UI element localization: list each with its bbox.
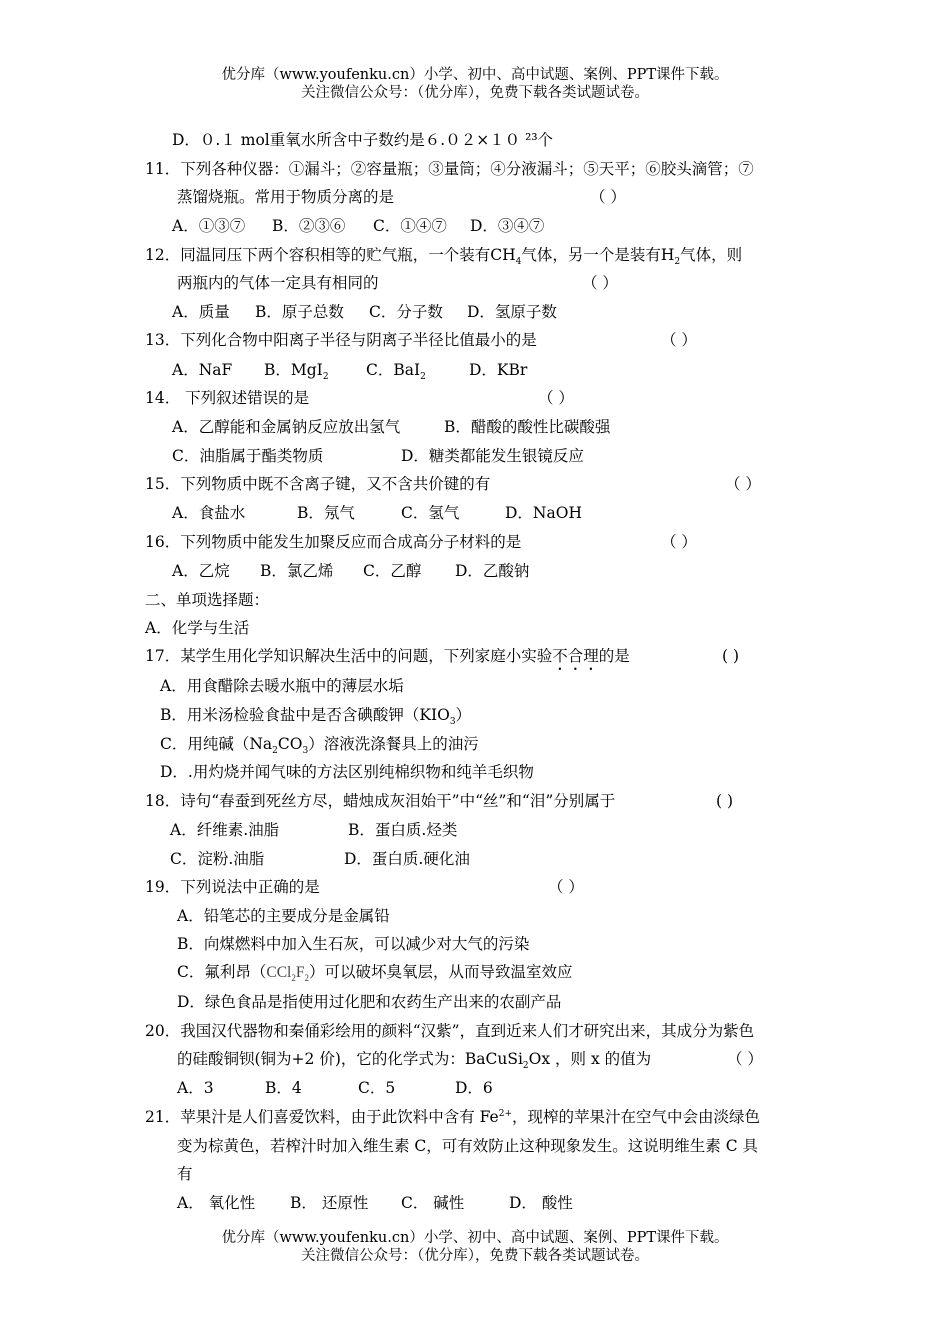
page-header <box>0 66 950 102</box>
q18-option-a: A．纤维素.油脂 <box>170 821 280 839</box>
q16-option-c: C．乙醇 <box>363 562 422 580</box>
q11-line-1: 11．下列各种仪器：①漏斗；②容量瓶；③量筒；④分液漏斗；⑤天平；⑥胶头滴管；⑦ <box>145 160 754 178</box>
q12-line-1 <box>145 245 743 268</box>
q13-option-a: A．NaF <box>172 361 233 379</box>
q20-line-2-b: Ox ，则 x 的值为 <box>528 1050 652 1068</box>
q13-answer-blank: （ ） <box>661 331 697 349</box>
q19-formula-ccl: CCl <box>266 964 292 981</box>
q12-answer-blank: （ ） <box>582 274 618 292</box>
q20-line-2-a: 的硅酸铜钡(铜为+2 价)，它的化学式为：BaCuSi <box>177 1050 523 1068</box>
q17-option-c-a: C．用纯碱（Na <box>160 735 273 753</box>
q14-answer-blank: （ ） <box>538 389 574 407</box>
q14-option-d: D．糖类都能发生银镜反应 <box>401 447 584 465</box>
q12-option-c: C．分子数 <box>369 303 443 321</box>
q19-option-c <box>177 962 573 983</box>
q15-option-a: A．食盐水 <box>172 504 246 522</box>
q14-option-b: B．醋酸的酸性比碳酸强 <box>444 418 611 436</box>
q20-option-a: A．3 <box>177 1079 214 1097</box>
q18-line-1: 18．诗句“春蚕到死丝方尽，蜡烛成灰泪始干”中“丝”和“泪”分别属于 <box>145 792 616 810</box>
q14-option-c: C．油脂属于酯类物质 <box>172 447 324 465</box>
q10-option-d: D．０.１ mol重氧水所含中子数约是６.０２×１０ ²³个 <box>172 131 554 149</box>
q19-option-c-a: C．氟利昂（ <box>177 963 267 981</box>
q20-option-d: D．6 <box>455 1079 493 1097</box>
footer-line-2: 关注微信公众号：（优分库），免费下载各类试题试卷。 <box>301 1248 649 1264</box>
q11-line-2: 蒸馏烧瓶。常用于物质分离的是 <box>177 188 395 206</box>
q17-option-c-sub-2: 3 <box>302 746 309 757</box>
q13-option-c-text: C．BaI <box>366 361 421 379</box>
footer-line-1: 优分库（www.youfenku.cn）小学、初中、高中试题、案例、PPT课件下载。 <box>221 1230 729 1246</box>
q12-option-b: B．原子总数 <box>255 303 344 321</box>
q17-line-1-a: 17．某学生用化学知识解决生活中的问题，下列家庭小实验 <box>145 647 553 665</box>
q13-option-b-sub: 2 <box>322 372 329 383</box>
q21-line-2: 变为棕黄色，若榨汁时加入维生素 C，可有效防止这种现象发生。这说明维生素 C 具 <box>177 1137 759 1155</box>
q11-option-c: C．①④⑦ <box>373 217 447 235</box>
header-line-1: 优分库（www.youfenku.cn）小学、初中、高中试题、案例、PPT课件下载。 <box>221 67 729 83</box>
q18-option-d: D．蛋白质.硬化油 <box>344 850 470 868</box>
q17-option-b-b: ） <box>455 706 472 724</box>
q14-line-1: 14． 下列叙述错误的是 <box>145 389 310 407</box>
q13-option-c-sub: 2 <box>420 372 426 383</box>
q17-emphasis: 不合理 <box>552 647 599 665</box>
q17-option-a: A．用食醋除去暖水瓶中的薄层水垢 <box>160 677 404 695</box>
section-2-subtitle: A．化学与生活 <box>145 619 250 637</box>
q12-option-d: D．氢原子数 <box>467 303 557 321</box>
q20-line-1: 20．我国汉代器物和秦俑彩绘用的颜料“汉紫”，直到近来人们才研究出来，其成分为紫色 <box>145 1022 755 1040</box>
q19-formula-sub-1: 2 <box>291 973 296 984</box>
q11-option-d: D．③④⑦ <box>470 217 545 235</box>
q20-option-b: B．4 <box>265 1079 302 1097</box>
q17-line-1-b: 的是 <box>598 647 630 665</box>
q17-line-1 <box>145 646 630 674</box>
section-2-title: 二、单项选择题： <box>145 591 270 609</box>
q18-answer-blank: ( ) <box>716 792 734 810</box>
q13-option-c <box>366 360 426 383</box>
q20-option-c: C．5 <box>358 1079 396 1097</box>
q17-answer-blank: ( ) <box>722 647 740 665</box>
q12-option-a: A．质量 <box>172 303 230 321</box>
q19-line-1: 19．下列说法中正确的是 <box>145 878 320 896</box>
q11-answer-blank: （ ） <box>590 188 626 206</box>
q17-option-b <box>160 705 472 728</box>
q15-option-c: C．氢气 <box>401 504 460 522</box>
q21-line-3: 有 <box>177 1165 193 1183</box>
q17-option-c-b: CO <box>277 735 303 753</box>
q21-option-c: C． 碱性 <box>401 1194 465 1212</box>
q21-line-1-a: 21．苹果汁是人们喜爱饮料，由于此饮料中含有 Fe <box>145 1108 499 1126</box>
q18-option-b: B．蛋白质.烃类 <box>348 821 458 839</box>
q13-line-1: 13．下列化合物中阳离子半径与阴离子半径比值最小的是 <box>145 331 537 349</box>
q15-line-1: 15．下列物质中既不含离子键，又不含共价键的有 <box>145 475 491 493</box>
q20-line-2 <box>177 1049 652 1072</box>
q15-option-b: B．氖气 <box>297 504 355 522</box>
q19-option-d: D．绿色食品是指使用过化肥和农药生产出来的农副产品 <box>177 993 562 1011</box>
q21-line-1 <box>145 1107 760 1127</box>
q12-sub-1: 4 <box>515 257 522 268</box>
q21-line-1-b: ，现榨的苹果汁在空气中会由淡绿色 <box>512 1108 761 1126</box>
q19-formula-f: F <box>295 964 305 981</box>
q17-option-b-sub: 3 <box>449 717 456 728</box>
q12-line-1-c: 气体，则 <box>680 246 743 264</box>
q12-line-1-b: 气体，另一个是装有H <box>521 246 675 264</box>
q19-option-a: A．铅笔芯的主要成分是金属铅 <box>177 907 390 925</box>
q16-line-1: 16．下列物质中能发生加聚反应而合成高分子材料的是 <box>145 533 522 551</box>
q15-answer-blank: （ ） <box>725 475 761 493</box>
q17-option-c-c: ）溶液洗涤餐具上的油污 <box>308 735 479 753</box>
q13-option-b-text: B．MgI <box>264 361 323 379</box>
q13-option-d: D．KBr <box>469 361 528 379</box>
q15-option-d: D．NaOH <box>505 504 582 522</box>
q21-option-b: B． 还原性 <box>290 1194 369 1212</box>
q16-option-b: B．氯乙烯 <box>260 562 334 580</box>
q17-option-c-sub-1: 2 <box>272 746 278 757</box>
header-line-2: 关注微信公众号：（优分库），免费下载各类试题试卷。 <box>301 85 649 101</box>
q21-option-d: D． 酸性 <box>509 1194 573 1212</box>
q16-option-d: D．乙酸钠 <box>455 562 530 580</box>
q21-option-a: A． 氧化性 <box>177 1194 256 1212</box>
q16-option-a: A．乙烷 <box>172 562 230 580</box>
q11-option-b: B．②③⑥ <box>272 217 346 235</box>
page-footer <box>0 1229 950 1265</box>
q14-option-a: A．乙醇能和金属钠反应放出氢气 <box>172 418 401 436</box>
q19-answer-blank: （ ） <box>548 878 584 896</box>
q19-option-b: B．向煤燃料中加入生石灰，可以减少对大气的污染 <box>177 935 530 953</box>
q19-formula-sub-2: 2 <box>304 973 309 984</box>
q12-line-1-a: 12．同温同压下两个容积相等的贮气瓶，一个装有CH <box>145 246 516 264</box>
q18-option-c: C．淀粉.油脂 <box>170 850 265 868</box>
q12-sub-2: 2 <box>674 257 681 268</box>
q17-option-c <box>160 734 479 757</box>
q21-line-1-sup: 2+ <box>498 1108 513 1119</box>
q11-option-a: A．①③⑦ <box>172 217 246 235</box>
q19-formula <box>266 964 309 984</box>
q13-option-b <box>264 360 329 383</box>
q19-option-c-b: ）可以破坏臭氧层，从而导致温室效应 <box>308 963 573 981</box>
q17-option-d: D．.用灼烧并闻气味的方法区别纯棉织物和纯羊毛织物 <box>160 763 534 781</box>
q20-line-2-sub: 2 <box>522 1061 529 1072</box>
q16-answer-blank: （ ） <box>661 533 697 551</box>
q20-answer-blank: （ ） <box>727 1050 763 1068</box>
q12-line-2: 两瓶内的气体一定具有相同的 <box>177 274 379 292</box>
q17-option-b-a: B．用米汤检验食盐中是否含碘酸钾（KIO <box>160 706 450 724</box>
